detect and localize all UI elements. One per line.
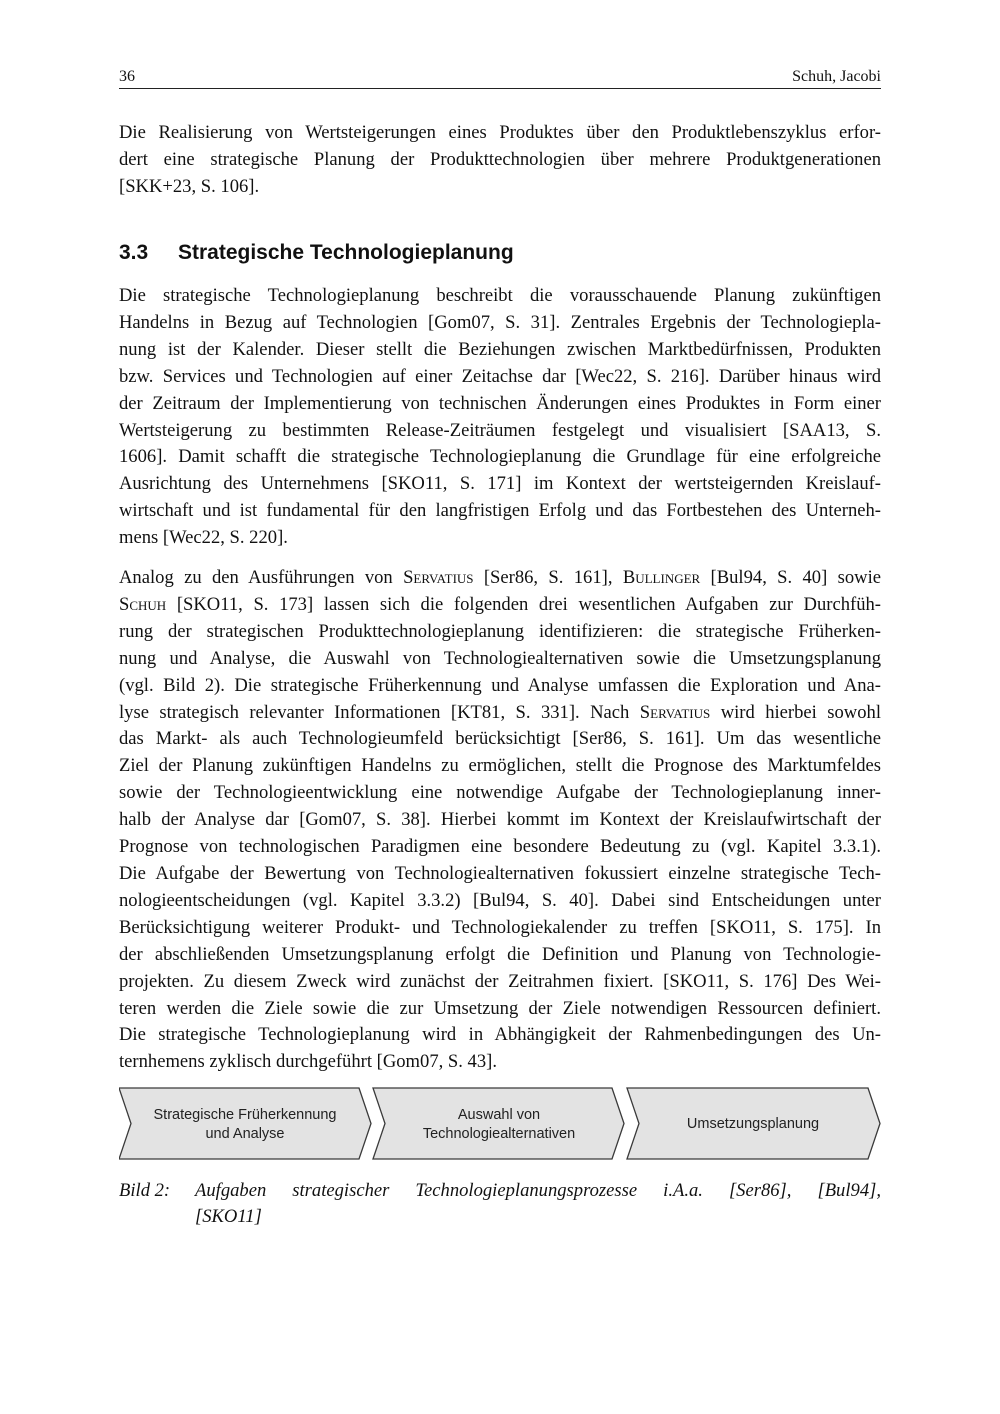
process-step-1-line1: Strategische Früherkennung [153, 1107, 337, 1123]
text-line: (vgl. Bild 2). Die strategische Früherkennung und Analyse umfassen die Exploration und Ana- [119, 674, 881, 696]
process-step-3-line1: Umsetzungsplanung [686, 1116, 820, 1132]
text-line: wirtschaft und ist fundamental für den langfristigen Erfolg und das Fortbestehen des Unterneh- [119, 500, 881, 522]
text-run: [SKO11, S. 173] lassen sich die folgenden drei wesentlichen Aufgaben zur Durchfüh- [166, 593, 881, 615]
paragraph-tasks [119, 565, 881, 1076]
author-name-bullinger: Bullinger [622, 567, 701, 588]
text-line: [SKK+23, S. 106]. [119, 175, 260, 197]
caption-line: [SKO11] [195, 1206, 262, 1227]
text-line: der abschließenden Umsetzungsplanung erfolgt die Definition und Planung von Technologie- [119, 943, 881, 965]
text-line: Handelns in Bezug auf Technologien [Gom07, S. 31]. Zentrales Ergebnis der Technologiepla- [119, 311, 881, 333]
text-run: lyse strategisch relevanter Informationen [KT81, S. 331]. Nach [119, 701, 640, 723]
paragraph-intro [119, 120, 881, 201]
text-run: wird hierbei sowohl [710, 701, 881, 723]
text-line: Ziel der Planung zukünftigen Handelns zu ermöglichen, stellt die Prognose des Marktumfeldes [119, 755, 881, 777]
process-step-1-shape [119, 1088, 371, 1159]
text-line: teren werden die Ziele sowie die zur Umsetzung der Ziele notwendigen Ressourcen definiert. [119, 997, 881, 1019]
process-step-1-line2: und Analyse [205, 1126, 285, 1142]
text-line: 1606]. Damit schafft die strategische Technologieplanung die Grundlage für eine erfolgreiche [119, 446, 881, 468]
process-step-2-line1: Auswahl von [457, 1107, 541, 1123]
text-line: dert eine strategische Planung der Produkttechnologien über mehrere Produktgenerationen [119, 148, 881, 170]
text-line: halb der Analyse dar [Gom07, S. 38]. Hierbei kommt im Kontext der Kreislaufwirtschaft der [119, 809, 881, 831]
text-run: [Ser86, S. 161], [473, 567, 623, 588]
process-step-2-line2: Technologiealternativen [422, 1126, 576, 1142]
paragraph-definition [119, 283, 881, 552]
text-line: nung und Analyse, die Auswahl von Technologiealternativen sowie die Umsetzungsplanung [119, 647, 881, 669]
text-line: Die strategische Technologieplanung beschreibt die vorausschauende Planung zukünftigen [119, 285, 881, 306]
text-run: [Bul94, S. 40] sowie [700, 567, 881, 588]
caption-line: Aufgaben strategischer Technologieplanungsprozesse i.A.a. [Ser86], [Bul94], [195, 1180, 881, 1201]
caption-text [195, 1178, 881, 1230]
text-line: sowie der Technologieentwicklung eine notwendige Aufgabe der Technologieplanung inner- [119, 782, 881, 804]
text-line: der Zeitraum der Implementierung von technischen Änderungen eines Produktes in Form einer [119, 392, 881, 414]
text-line: Die strategische Technologieplanung wird in Abhängigkeit der Rahmenbedingungen des Un- [119, 1024, 881, 1046]
header-authors: Schuh, Jacobi [792, 68, 881, 85]
section-number: 3.3 [119, 241, 149, 264]
text-run: Analog zu den Ausführungen von [119, 567, 404, 588]
text-line: nung ist der Kalender. Dieser stellt die Beziehungen zwischen Marktbedürfnissen, Produkten [119, 338, 881, 360]
running-header [119, 66, 881, 89]
text-line: projekten. Zu diesem Zweck wird zunächst der Zeitrahmen fixiert. [SKO11, S. 176] Des Wei- [119, 970, 881, 992]
text-line: Ausrichtung des Unternehmens [SKO11, S. 171] im Kontext der wertsteigernden Kreislauf- [119, 473, 881, 495]
text-line: nologieentscheidungen (vgl. Kapitel 3.3.2) [Bul94, S. 40]. Dabei sind Entscheidungen unter [119, 889, 881, 911]
text-line: das Markt- als auch Technologieumfeld berücksichtigt [Ser86, S. 161]. Um das wesentliche [119, 728, 881, 750]
section-heading [119, 241, 881, 265]
text-line: Berücksichtigung weiterer Produkt- und Technologiekalender zu treffen [SKO11, S. 175]. In [119, 916, 881, 938]
text-line: Die Realisierung von Wertsteigerungen eines Produktes über den Produktlebenszyklus erfor- [119, 122, 881, 143]
text-line [119, 565, 881, 592]
text-line: ternhemens zyklisch durchgeführt [Gom07, S. 43]. [119, 1051, 497, 1073]
text-line: bzw. Services und Technologien auf einer Zeitachse dar [Wec22, S. 216]. Darüber hinaus wird [119, 365, 881, 387]
text-line [119, 592, 881, 619]
author-name-servatius: Servatius [639, 701, 711, 723]
process-diagram [119, 1086, 881, 1161]
text-line: Wertsteigerung zu bestimmten Release-Zeiträumen festgelegt und visualisiert [SAA13, S. [119, 419, 881, 441]
author-name-schuh: Schuh [119, 593, 167, 615]
section-title: Strategische Technologieplanung [178, 241, 514, 264]
caption-label: Bild 2: [119, 1180, 171, 1201]
text-line [119, 700, 881, 727]
author-name-servatius: Servatius [403, 567, 474, 588]
text-line: mens [Wec22, S. 220]. [119, 527, 288, 549]
page-number: 36 [119, 68, 135, 85]
text-line: Prognose von technologischen Paradigmen eine besondere Bedeutung zu (vgl. Kapitel 3.3.1). [119, 836, 881, 858]
text-line: Die Aufgabe der Bewertung von Technologiealternativen fokussiert einzelne strategische Tech- [119, 862, 881, 884]
process-step-2-shape [373, 1088, 624, 1159]
text-line: rung der strategischen Produkttechnologieplanung identifizieren: die strategische Früherken- [119, 620, 881, 642]
